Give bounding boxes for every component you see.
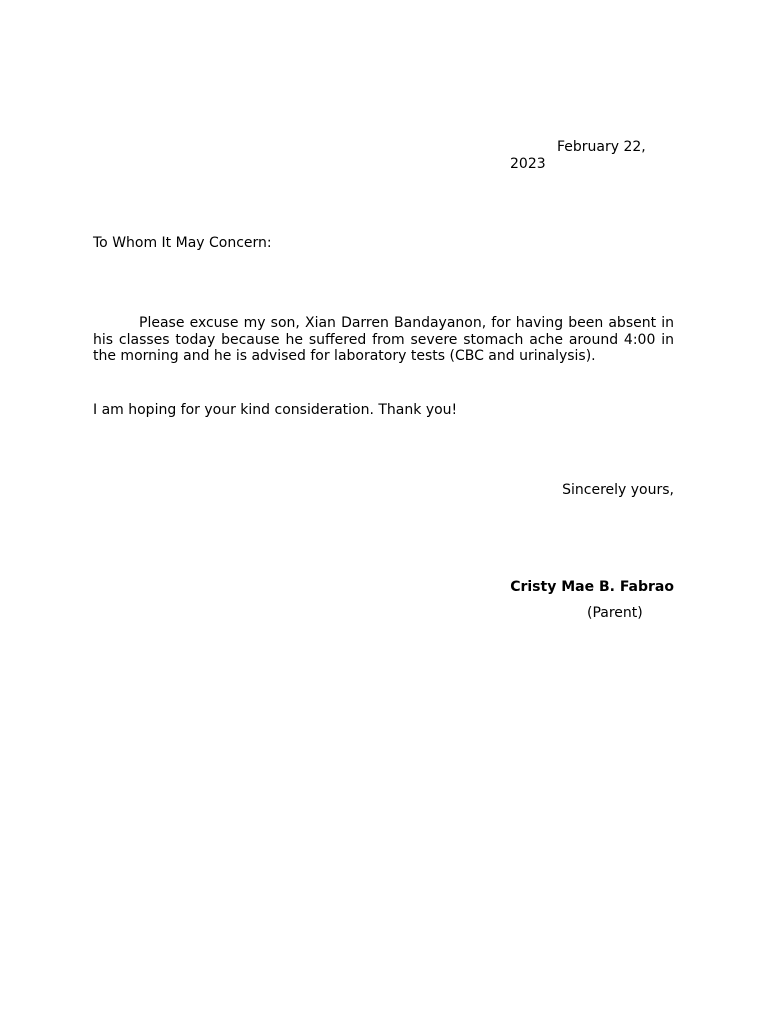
letter-date-year: 2023 xyxy=(510,156,546,172)
body-paragraph: Please excuse my son, Xian Darren Bandayanon, for having been absent in his classes today because he suffered from severe stomach ache around 4:00 in the morning and he is advised for laboratory tests (CBC and urinalysis). xyxy=(93,315,674,364)
signer-role: (Parent) xyxy=(587,605,643,621)
signer-name: Cristy Mae B. Fabrao xyxy=(510,579,674,595)
letter-date-month-day: February 22, xyxy=(557,139,646,155)
closing-line: I am hoping for your kind consideration. Thank you! xyxy=(93,402,458,418)
signoff: Sincerely yours, xyxy=(562,482,674,498)
salutation: To Whom It May Concern: xyxy=(93,235,272,251)
